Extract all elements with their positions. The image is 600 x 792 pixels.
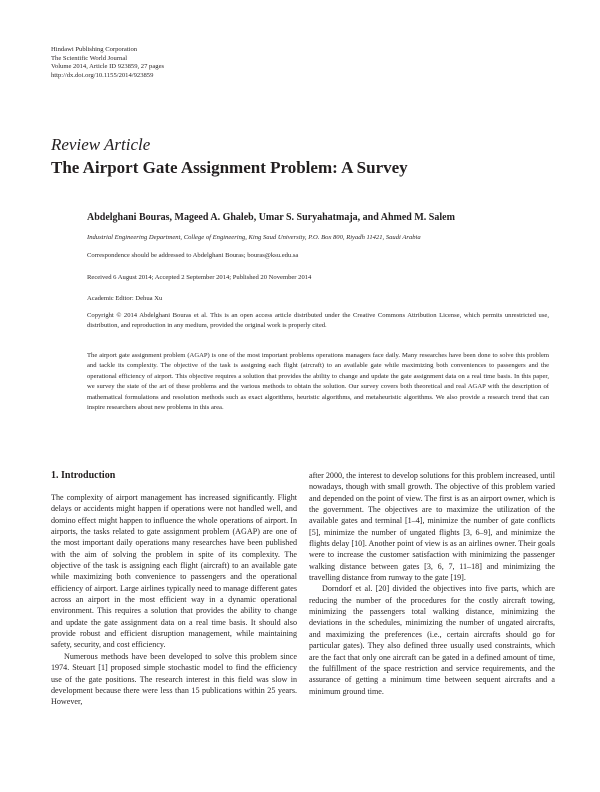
paragraph: Dorndorf et al. [20] divided the objectives into five parts, which are reducing the number of the procedures for the costly aircraft towing, minimizing the passengers total walking distance, minimizing the deviations in the schedules, minimizing the number of ungated aircrafts, and maximizing the preferences (i.e., certain aircrafts should go for particular gates). They also defined three usually used constraints, which are the fact that only one aircraft can be gated in a defined amount of time, the fulfillment of the space restriction and service requirements, and the assurance of getting a minimum time between sequent aircrafts and a minimum ground time. bbox=[309, 584, 555, 696]
paragraph: after 2000, the interest to develop solutions for this problem increased, until nowadays, though with small growth. The objective of this problem varied and depended on the point of view. The first is as an airport owner, which is the government. The objectives are to maximize the utilization of the available gates and terminal [1–4], minimize the number of gate conflicts [5], minimize the number of ungated flights [3, 6–9], and minimize the flights delay [10]. Another point of view is as an airlines owner. Their goals were to increase the customer satisfaction with minimizing the passenger walking distance between gates [3, 6, 7, 11–18] and minimizing the travelling distance from runway to the gate [19]. bbox=[309, 471, 555, 583]
publisher-name: Hindawi Publishing Corporation bbox=[51, 46, 138, 53]
volume-info: Volume 2014, Article ID 923859, 27 pages bbox=[51, 63, 165, 71]
right-column bbox=[309, 470, 555, 697]
affiliation: Industrial Engineering Department, College of Engineering, King Saud University, P.O. Box 800, Riyadh 11421, Saudi Arabia bbox=[87, 234, 421, 241]
journal-header bbox=[51, 46, 164, 80]
publication-dates: Received 6 August 2014; Accepted 2 September 2014; Published 20 November 2014 bbox=[87, 274, 312, 281]
paper-title: The Airport Gate Assignment Problem: A Survey bbox=[51, 158, 408, 177]
copyright-notice: Copyright © 2014 Abdelghani Bouras et al. This is an open access article distributed under the Creative Commons Attribution License, which permits unrestricted use, distribution, and reproduction in any medium, provided the original work is properly cited. bbox=[87, 312, 549, 330]
section-heading: 1. Introduction bbox=[51, 470, 116, 481]
journal-name: The Scientific World Journal bbox=[51, 54, 128, 62]
article-type: Review Article bbox=[51, 135, 151, 154]
authors: Abdelghani Bouras, Mageed A. Ghaleb, Umar S. Suryahatmaja, and Ahmed M. Salem bbox=[87, 212, 455, 223]
correspondence: Correspondence should be addressed to Abdelghani Bouras; bouras@ksu.edu.sa bbox=[87, 252, 299, 259]
paragraph: Numerous methods have been developed to solve this problem since 1974. Steuart [1] proposed simple stochastic model to find the efficiency use of the gate positions. The research interest in this field was slow in development because there were less than 15 publications within 25 years. However, bbox=[51, 651, 297, 707]
paragraph: The complexity of airport management has increased significantly. Flight delays or accidents might happen if operations were not handled well, and domino effect might happen to influence the whole operations of airport. In airports, the tasks related to gate assignment problem (AGAP) are one of the most important daily operations many researches have been published with the aim of solving the problem in spite of its complexity. The objective of the task is assigning each flight (aircraft) to an available gate while maximizing both convenience to passengers and the operational efficiency of airport. Large airlines typically need to manage different gates across an airport in the most efficient way in a dynamic operational environment. This requires a solution that provides the ability to change and update the gate assignment data on a real time basis. It should also provide robust and efficient disruption management, while maintaining safety, security, and cost efficiency. bbox=[51, 493, 297, 650]
left-column bbox=[51, 470, 297, 708]
abstract: The airport gate assignment problem (AGAP) is one of the most important problems operations managers face daily. Many researches have been done to solve this problem and tackle its complexity. The objective of the task is assigning each flight (aircraft) to an available gate while maximizing both conveniences to passengers and the operational efficiency of airport. This objective requires a solution that provides the ability to change and update the gate assignment data on a real time basis. In this paper, we survey the state of the art of these problems and the various methods to obtain the solution. Our survey covers both theoretical and real AGAP with the description of mathematical formulations and resolution methods such as exact algorithms, heuristic algorithms, and metaheuristic algorithms. We also provide a research trend that can inspire researchers about new problems in this area. bbox=[87, 352, 549, 412]
academic-editor: Academic Editor: Dehua Xu bbox=[87, 295, 163, 302]
doi-link[interactable]: http://dx.doi.org/10.1155/2014/923859 bbox=[51, 71, 154, 79]
